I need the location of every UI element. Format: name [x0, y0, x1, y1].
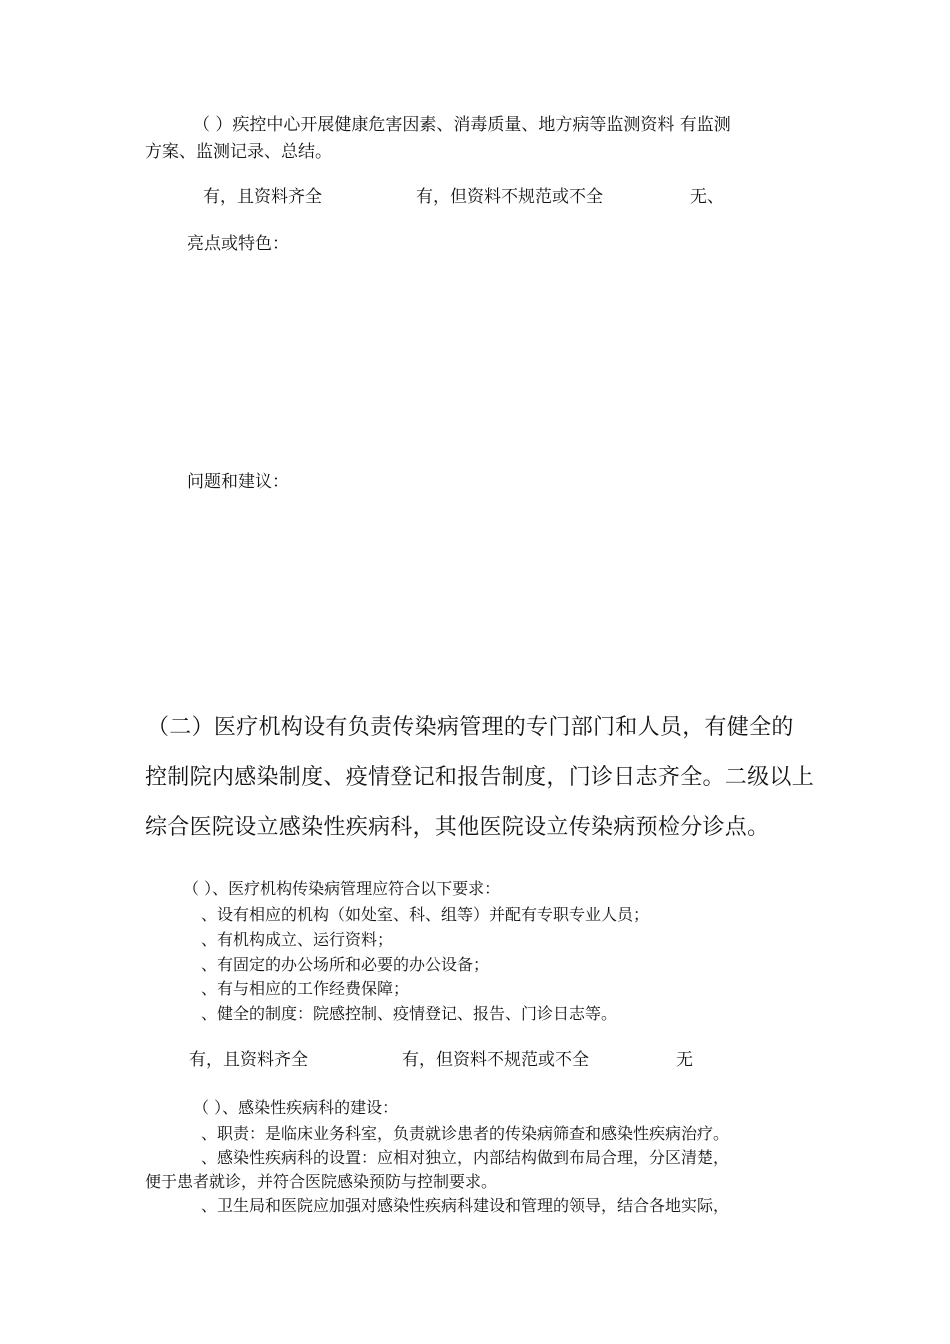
option-incomplete-2: 有，但资料不规范或不全	[402, 1050, 589, 1070]
monitoring-item-line1: （ ）疾控中心开展健康危害因素、消毒质量、地方病等监测资料 有监测	[193, 115, 731, 135]
highlights-label: 亮点或特色：	[187, 234, 289, 254]
option-none-2: 无	[676, 1050, 693, 1070]
dept-line: 、卫生局和医院应加强对感染性疾病科建设和管理的领导，结合各地实际，	[201, 1196, 730, 1215]
requirements-title: （ ）、医疗机构传染病管理应符合以下要求：	[183, 879, 501, 898]
requirement-item: 、设有相应的机构（如处室、科、组等）并配有专职专业人员；	[201, 905, 650, 924]
monitoring-item-line2: 方案、监测记录、总结。	[145, 142, 332, 162]
option-none: 无、	[690, 187, 724, 207]
section2-heading-line2: 控制院内感染制度、疫情登记和报告制度，门诊日志齐全。二级以上	[145, 765, 815, 790]
requirement-item: 、有固定的办公场所和必要的办公设备；	[201, 955, 490, 974]
dept-line: 便于患者就诊，并符合医院感染预防与控制要求。	[145, 1172, 498, 1191]
requirement-item: 、有与相应的工作经费保障；	[201, 979, 410, 998]
section2-heading-line1: （二）医疗机构设有负责传染病管理的专门部门和人员，有健全的	[147, 715, 794, 740]
section2-heading-line3: 综合医院设立感染性疾病科，其他医院设立传染病预检分诊点。	[145, 815, 770, 840]
dept-line: 、感染性疾病科的设置：应相对独立，内部结构做到布局合理，分区清楚，	[201, 1148, 730, 1167]
option-complete-2: 有，且资料齐全	[189, 1050, 308, 1070]
requirement-item: 、有机构成立、运行资料；	[201, 930, 394, 949]
option-incomplete: 有，但资料不规范或不全	[416, 187, 603, 207]
requirement-item: 、健全的制度：院感控制、疫情登记、报告、门诊日志等。	[201, 1004, 618, 1023]
option-complete: 有，且资料齐全	[203, 187, 322, 207]
dept-line: 、职责：是临床业务科室，负责就诊患者的传染病筛查和感染性疾病治疗。	[201, 1124, 730, 1143]
issues-label: 问题和建议：	[187, 472, 289, 492]
dept-title: （ ）、感染性疾病科的建设：	[193, 1098, 399, 1117]
